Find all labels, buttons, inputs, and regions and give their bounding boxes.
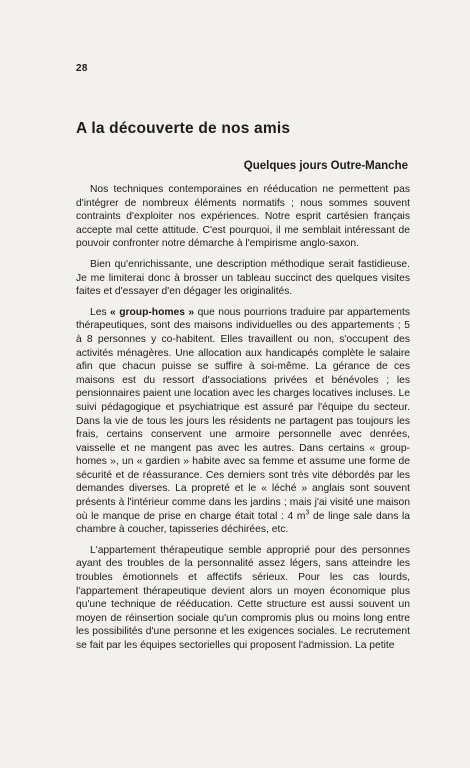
body-text — [76, 183, 410, 659]
paragraph-3-lead: Les — [90, 306, 111, 318]
cubic-superscript: 3 — [305, 509, 310, 517]
paragraph-2: Bien qu'enrichissante, une description méthodique serait fastidieuse. Je me limiterai donc à brosser un tableau succinct des quelques visites faites et d'essayer d'en dégager les originalités. — [76, 258, 410, 298]
paragraph-3-emphasis: « group-homes » — [110, 306, 195, 318]
paragraph-4: L'appartement thérapeutique semble approprié pour des personnes ayant des troubles de la personnalité assez légers, sans atteindre les troubles émotionnels et affectifs sérieux. Pour les cas lourds, l'appartement thérapeutique devient alors un moyen économique plus qu'une technique de rééducation. Cette structure est aussi souvent un moyen de réinsertion sociale qu'un compromis plus ou moins long entre les possibilités d'une personne et les exigences sociales. Le recrutement se fait par les équipes sectorielles qui proposent l'admission. La petite — [76, 544, 410, 651]
paragraph-3-tail: de linge sale dans la chambre à coucher, tapisseries déchirées, etc. — [76, 510, 410, 536]
paragraph-3-body: que nous pourrions traduire par appartements thérapeutiques, sont des maisons individuelles ou des appartements ; 5 à 8 personnes y co-habitent. Elles travaillent ou non, s'occupent des activités ménagères. Une allocation aux handicapés complète le salaire afin que chacun puisse se suffire à soi-même. La gérance de ces maisons est du ressort d'associations privées et bénévoles ; les pensionnaires paient une location avec les charges locatives incluses. Le suivi pédagogique et psychiatrique est assuré par l'équipe du secteur. Dans la vie de tous les jours les résidents ne partagent pas toujours les frais, certains conservent une armoire personnelle avec denrées, vaisselle et ne mangent pas avec les autres. Dans certains « group-homes », un « gardien » habite avec sa femme et assume une forme de sécurité et de réassurance. Ces derniers sont très vite débordés par les demandes diverses. La propreté et le « léché » anglais sont souvent présents à l'intérieur comme dans les jardins ; mais j'ai visité une maison où le manque de prise en charge était total : 4 m — [76, 306, 410, 522]
section-subtitle: Quelques jours Outre-Manche — [243, 160, 408, 172]
page-title: A la découverte de nos amis — [76, 120, 291, 137]
paragraph-1: Nos techniques contemporaines en rééducation ne permettent pas d'intégrer de nombreux éléments normatifs ; nous sommes souvent contraints d'exploiter nos expériences. Notre esprit cartésien français accepte mal cette attitude. C'est pourquoi, il me semblait intéressant de pouvoir confronter notre démarche à l'empirisme anglo-saxon. — [76, 184, 410, 250]
paragraph-3 — [76, 306, 410, 537]
page-number: 28 — [76, 63, 88, 74]
